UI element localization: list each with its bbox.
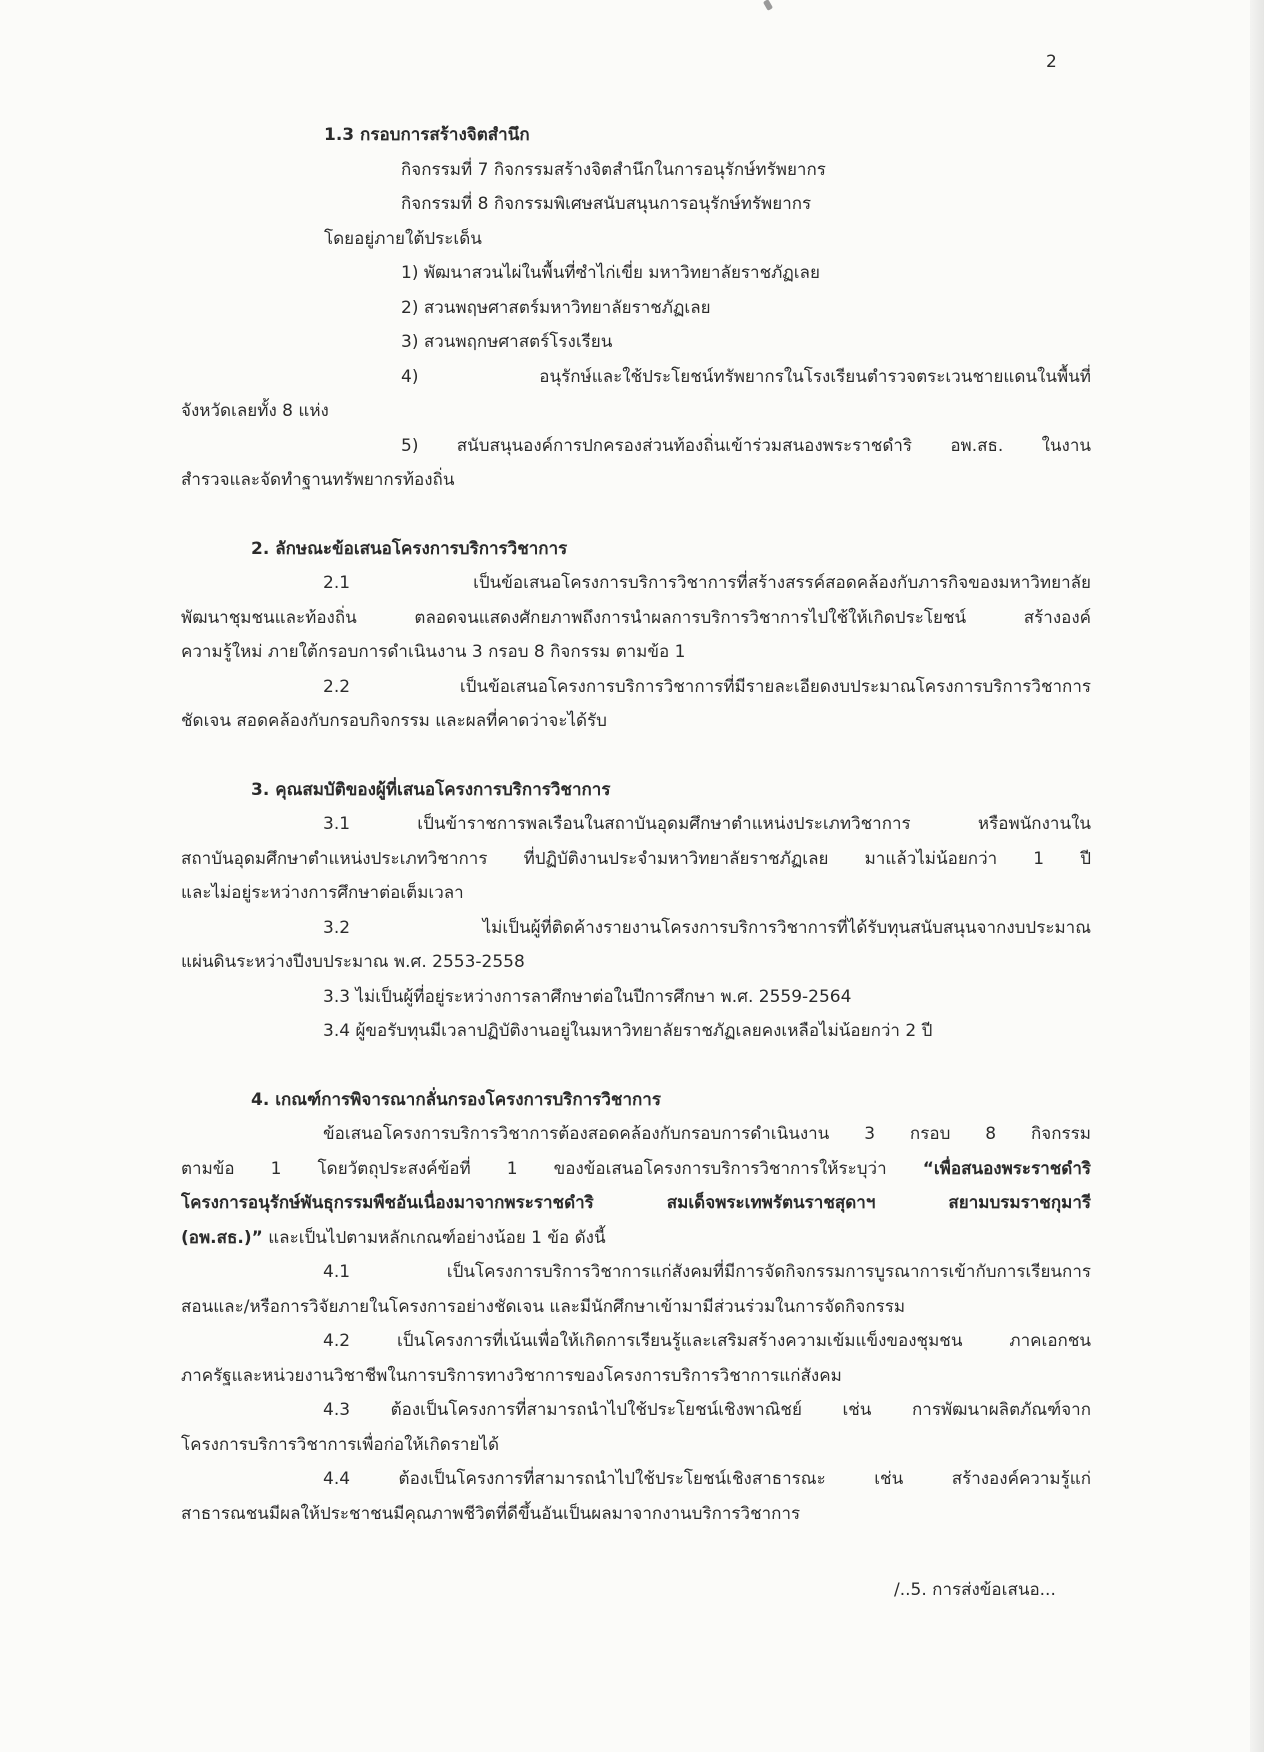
scan-speck (763, 0, 773, 11)
paragraph-line: โครงการบริการวิชาการเพื่อก่อให้เกิดรายได้ (181, 1434, 500, 1455)
paragraph-line: 3.2 ไม่เป็นผู้ที่ติดค้างรายงานโครงการบริการวิชาการที่ได้รับทุนสนับสนุนจากงบประมาณ (323, 917, 1091, 938)
section-2-heading: 2. ลักษณะข้อเสนอโครงการบริการวิชาการ (251, 538, 568, 559)
issue-item: 1) พัฒนาสวนไผ่ในพื้นที่ซำไก่เขี่ย มหาวิทยาลัยราชภัฏเลย (401, 263, 820, 283)
activity-7: กิจกรรมที่ 7 กิจกรรมสร้างจิตสำนึกในการอนุรักษ์ทรัพยากร (401, 159, 826, 180)
paragraph-line: 2.2 เป็นข้อเสนอโครงการบริการวิชาการที่มีรายละเอียดงบประมาณโครงการบริการวิชาการ (323, 676, 1091, 697)
paragraph-line: ชัดเจน สอดคล้องกับกรอบกิจกรรม และผลที่คาดว่าจะได้รับ (181, 711, 607, 731)
paragraph-line: ข้อเสนอโครงการบริการวิชาการต้องสอดคล้องกับกรอบการดำเนินงาน 3 กรอบ 8 กิจกรรม (323, 1124, 1091, 1144)
text-run: และเป็นไปตามหลักเกณฑ์อย่างน้อย 1 ข้อ ดังนี้ (262, 1227, 606, 1248)
paragraph-line: สถาบันอุดมศึกษาตำแหน่งประเภทวิชาการ ที่ปฏิบัติงานประจำมหาวิทยาลัยราชภัฏเลย มาแล้วไม่น้อยกว่า 1 ปี (181, 848, 1091, 869)
bold-text-run: (อพ.สธ.)” (181, 1227, 263, 1248)
paragraph-line (181, 1221, 1091, 1256)
section-1-3-heading: 1.3 กรอบการสร้างจิตสำนึก (324, 125, 530, 145)
paragraph-line: 3.1 เป็นข้าราชการพลเรือนในสถาบันอุดมศึกษาตำแหน่งประเภทวิชาการ หรือพนักงานใน (323, 814, 1091, 834)
page-number: 2 (1046, 52, 1057, 72)
paragraph-line: ความรู้ใหม่ ภายใต้กรอบการดำเนินงาน 3 กรอบ 8 กิจกรรม ตามข้อ 1 (181, 642, 686, 662)
issues-intro: โดยอยู่ภายใต้ประเด็น (324, 228, 482, 249)
activity-8: กิจกรรมที่ 8 กิจกรรมพิเศษสนับสนุนการอนุรักษ์ทรัพยากร (401, 194, 812, 214)
paragraph-line: 3.3 ไม่เป็นผู้ที่อยู่ระหว่างการลาศึกษาต่อในปีการศึกษา พ.ศ. 2559-2564 (323, 986, 852, 1007)
issue-item: 5) สนับสนุนองค์การปกครองส่วนท้องถิ่นเข้าร่วมสนองพระราชดำริ อพ.สธ. ในงาน (401, 435, 1091, 456)
paragraph-line: พัฒนาชุมชนและท้องถิ่น ตลอดจนแสดงศักยภาพถึงการนำผลการบริการวิชาการไปใช้ให้เกิดประโยชน์ สร้างองค์ (181, 607, 1091, 628)
paragraph-line: 4.1 เป็นโครงการบริการวิชาการแก่สังคมที่มีการจัดกิจกรรมการบูรณาการเข้ากับการเรียนการ (323, 1262, 1091, 1282)
paragraph-line: สาธารณชนมีผลให้ประชาชนมีคุณภาพชีวิตที่ดีขึ้นอันเป็นผลมาจากงานบริการวิชาการ (181, 1503, 801, 1524)
paragraph-line: 3.4 ผู้ขอรับทุนมีเวลาปฏิบัติงานอยู่ในมหาวิทยาลัยราชภัฏเลยคงเหลือไม่น้อยกว่า 2 ปี (323, 1021, 933, 1041)
text-run: ตามข้อ 1 โดยวัตถุประสงค์ข้อที่ 1 ของข้อเสนอโครงการบริการวิชาการให้ระบุว่า (181, 1158, 923, 1179)
continuation-note: /..5. การส่งข้อเสนอ... (894, 1580, 1056, 1600)
issue-item-continuation: สำรวจและจัดทำฐานทรัพยากรท้องถิ่น (181, 470, 455, 490)
bold-text-run: “เพื่อสนองพระราชดำริ (922, 1158, 1091, 1179)
paragraph-line: 4.3 ต้องเป็นโครงการที่สามารถนำไปใช้ประโยชน์เชิงพาณิชย์ เช่น การพัฒนาผลิตภัณฑ์จาก (323, 1400, 1091, 1420)
paragraph-line: แผ่นดินระหว่างปีงบประมาณ พ.ศ. 2553-2558 (181, 952, 525, 972)
paragraph-line: สอนและ/หรือการวิจัยภายในโครงการอย่างชัดเจน และมีนักศึกษาเข้ามามีส่วนร่วมในการจัดกิจกรรม (181, 1296, 906, 1317)
issue-item: 4) อนุรักษ์และใช้ประโยชน์ทรัพยากรในโรงเรียนตำรวจตระเวนชายแดนในพื้นที่ (401, 366, 1091, 387)
section-3-heading: 3. คุณสมบัติของผู้ที่เสนอโครงการบริการวิชาการ (251, 779, 611, 800)
paragraph-line: ภาครัฐและหน่วยงานวิชาชีพในการบริการทางวิชาการของโครงการบริการวิชาการแก่สังคม (181, 1365, 842, 1386)
issue-item: 2) สวนพฤษศาสตร์มหาวิทยาลัยราชภัฏเลย (401, 297, 711, 318)
paragraph-line: 4.2 เป็นโครงการที่เน้นเพื่อให้เกิดการเรียนรู้และเสริมสร้างความเข้มแข็งของชุมชน ภาคเอกชน (323, 1331, 1091, 1351)
paragraph-line (181, 1152, 1091, 1187)
page-edge-shadow (1250, 0, 1264, 1752)
issue-item-continuation: จังหวัดเลยทั้ง 8 แห่ง (181, 401, 329, 421)
paragraph-line-bold: โครงการอนุรักษ์พันธุกรรมพืชอันเนื่องมาจากพระราชดำริ สมเด็จพระเทพรัตนราชสุดาฯ สยามบรมราชกุมารี (181, 1193, 1091, 1213)
paragraph-line: และไม่อยู่ระหว่างการศึกษาต่อเต็มเวลา (181, 883, 464, 903)
paragraph-line: 2.1 เป็นข้อเสนอโครงการบริการวิชาการที่สร้างสรรค์สอดคล้องกับภารกิจของมหาวิทยาลัย (323, 573, 1091, 593)
paragraph-line: 4.4 ต้องเป็นโครงการที่สามารถนำไปใช้ประโยชน์เชิงสาธารณะ เช่น สร้างองค์ความรู้แก่ (323, 1469, 1091, 1489)
section-4-heading: 4. เกณฑ์การพิจารณากลั่นกรองโครงการบริการวิชาการ (251, 1089, 661, 1110)
issue-item: 3) สวนพฤกษศาสตร์โรงเรียน (401, 332, 613, 352)
document-body (181, 118, 1091, 1531)
